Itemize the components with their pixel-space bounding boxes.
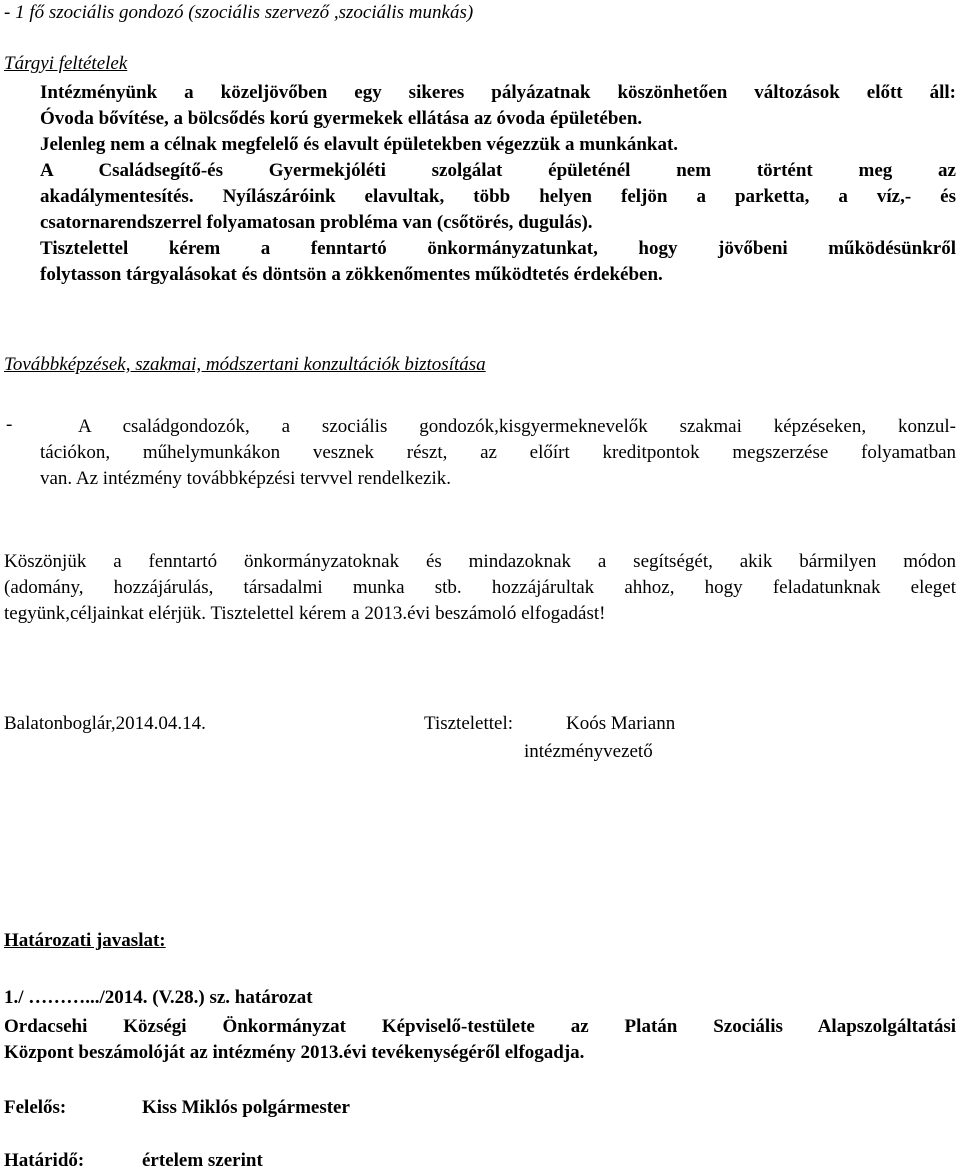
paragraph-line: Tisztelettel kérem a fenntartó önkormányzatunkat, hogy jövőbeni működésünkről bbox=[40, 238, 956, 259]
deadline-label: Határidő: bbox=[4, 1150, 85, 1171]
paragraph-line: Központ beszámolóját az intézmény 2013.évi tevékenységéről elfogadja. bbox=[4, 1042, 585, 1063]
paragraph-line: tációkon, műhelymunkákon vesznek részt, az előírt kreditpontok megszerzése folyamatban bbox=[40, 442, 956, 463]
signatory-name: Koós Mariann bbox=[566, 713, 676, 734]
section-heading-material-conditions: Tárgyi feltételek bbox=[4, 53, 128, 74]
signatory-role: intézményvezető bbox=[524, 741, 653, 762]
paragraph-line: A családgondozók, a szociális gondozók,kisgyermeknevelők szakmai képzéseken, konzul- bbox=[78, 416, 956, 437]
paragraph-line: Jelenleg nem a célnak megfelelő és elavult épületekben végezzük a munkánkat. bbox=[40, 134, 679, 155]
paragraph-line: A Családsegítő-és Gyermekjóléti szolgálat épületénél nem történt meg az bbox=[40, 160, 956, 181]
paragraph-line: tegyünk,céljainkat elérjük. Tisztelettel kérem a 2013.évi beszámoló elfogadást! bbox=[4, 603, 606, 624]
paragraph-line: van. Az intézmény továbbképzési tervvel rendelkezik. bbox=[40, 468, 451, 489]
paragraph-line: akadálymentesítés. Nyílászáróink elavultak, több helyen feljön a parketta, a víz,- és bbox=[40, 186, 956, 207]
paragraph-line: Óvoda bővítése, a bölcsődés korú gyermekek ellátása az óvoda épületében. bbox=[40, 108, 643, 129]
resolution-heading: Határozati javaslat: bbox=[4, 930, 166, 951]
responsible-value: Kiss Miklós polgármester bbox=[142, 1097, 350, 1118]
paragraph-line: Ordacsehi Községi Önkormányzat Képviselő-testülete az Platán Szociális Alapszolgáltatási bbox=[4, 1016, 956, 1037]
paragraph-line: folytasson tárgyalásokat és döntsön a zökkenőmentes működtetés érdekében. bbox=[40, 264, 663, 285]
paragraph-line: Köszönjük a fenntartó önkormányzatoknak és mindazoknak a segítségét, akik bármilyen módon bbox=[4, 551, 956, 572]
responsible-label: Felelős: bbox=[4, 1097, 67, 1118]
paragraph-line: Intézményünk a közeljövőben egy sikeres pályázatnak köszönhetően változások előtt áll: bbox=[40, 82, 956, 103]
material-conditions-paragraph bbox=[40, 80, 956, 288]
greeting: Tisztelettel: bbox=[424, 713, 514, 734]
thanks-paragraph bbox=[4, 549, 956, 627]
list-bullet: - bbox=[6, 414, 13, 435]
place-date: Balatonboglár,2014.04.14. bbox=[4, 713, 206, 734]
trainings-paragraph bbox=[40, 414, 956, 492]
top-list-item: - 1 fő szociális gondozó (szociális szervező ,szociális munkás) bbox=[4, 2, 474, 23]
paragraph-line: csatornarendszerrel folyamatosan probléma van (csőtörés, dugulás). bbox=[40, 212, 593, 233]
section-heading-trainings: Továbbképzések, szakmai, módszertani konzultációk biztosítása bbox=[4, 354, 486, 375]
deadline-value: értelem szerint bbox=[142, 1150, 263, 1171]
resolution-text bbox=[4, 1014, 956, 1066]
paragraph-line: (adomány, hozzájárulás, társadalmi munka stb. hozzájárultak ahhoz, hogy feladatunknak eleget bbox=[4, 577, 956, 598]
resolution-number: 1./ ……….../2014. (V.28.) sz. határozat bbox=[4, 987, 313, 1008]
